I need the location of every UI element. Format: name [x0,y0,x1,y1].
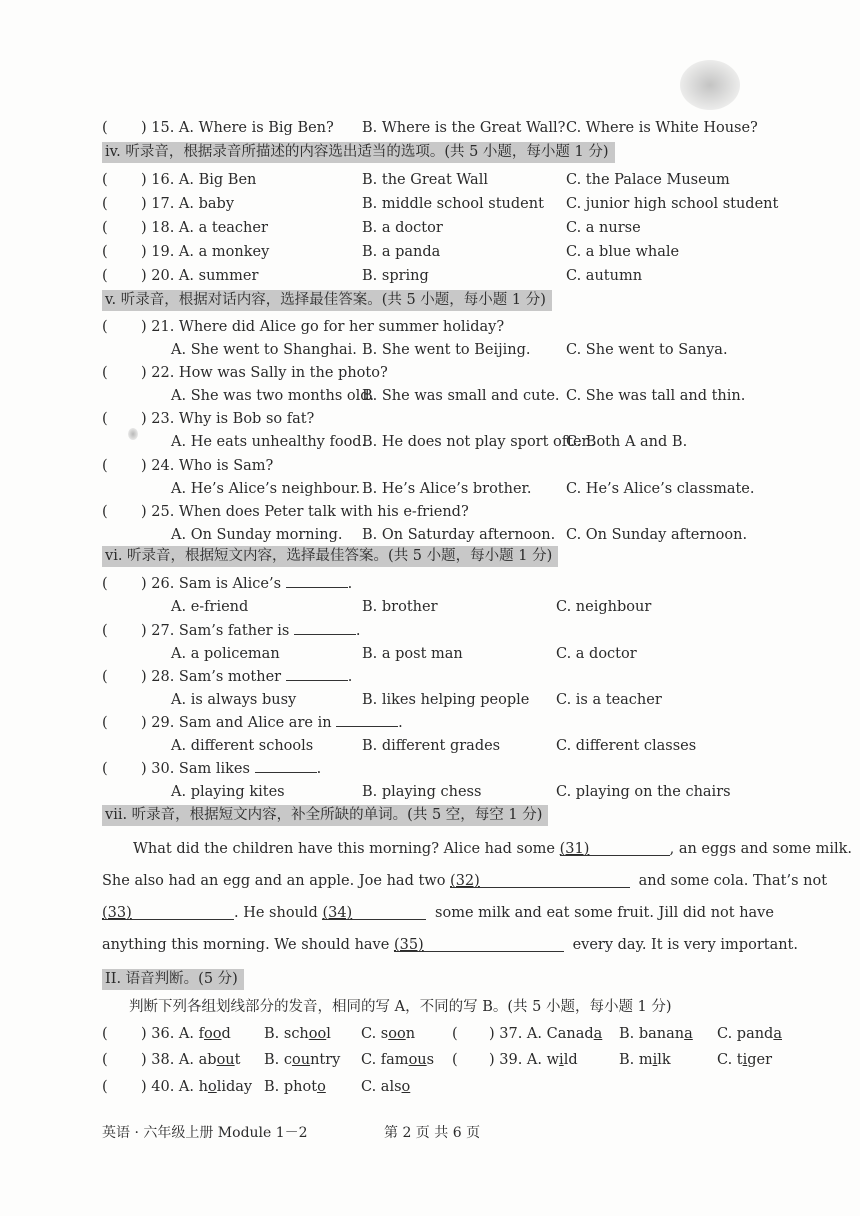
passage-line-1 [102,841,853,857]
word-part: banan [638,1026,685,1042]
underlined-part: a [684,1026,693,1042]
word-a [199,1052,241,1068]
word-a [199,1079,252,1095]
question-stem [141,620,361,642]
option-b: B. He’s Alice’s brother. [362,481,532,497]
answer-bracket: ( [102,196,108,212]
option-letter: B. [264,1026,284,1042]
word-a [199,1026,231,1042]
word-c [381,1079,410,1095]
passage-text: anything this morning. We should have [102,937,390,953]
passage-line-3 [102,905,782,921]
word-part: s [426,1052,435,1068]
option-b: B. the Great Wall [362,172,488,188]
question-stem [141,758,321,780]
blank-33: (33) [102,905,234,920]
question-stem: ) 20. A. summer [141,268,259,284]
word-part: ab [198,1052,217,1068]
option-c: C. He’s Alice’s classmate. [566,481,755,497]
word-part: l [326,1026,331,1042]
question-stem [141,573,352,595]
section-vi-heading: vi. 听录音，根据短文内容，选择最佳答案。(共 5 小题，每小题 1 分) [102,546,558,567]
word-part: m [638,1052,653,1068]
option-a: A. He’s Alice’s neighbour. [171,481,361,497]
answer-bracket: ( [102,220,108,236]
answer-bracket: ( [102,172,108,188]
option-letter: C. [361,1079,381,1095]
word-b [639,1026,693,1042]
option-a: A. a policeman [171,646,280,662]
answer-bracket: ( [452,1052,458,1068]
answer-blank [286,666,348,681]
option-letter: C. [717,1026,737,1042]
option-c: C. autumn [566,268,643,284]
option-b: B. She was small and cute. [362,388,560,404]
question-number: ) 40. A. [141,1079,199,1095]
underlined-part: oo [388,1026,406,1042]
word-part: sch [283,1026,309,1042]
question-text: ) 30. Sam likes [141,761,255,777]
option-a [141,1076,252,1098]
option-c: C. Where is White House? [566,120,758,136]
question-stem: ) 17. A. baby [141,196,235,212]
option-letter: B. [264,1079,284,1095]
answer-bracket: ( [102,504,108,520]
word-part: ntry [310,1052,341,1068]
option-letter: C. [717,1052,737,1068]
question-stem: ) 23. Why is Bob so fat? [141,411,315,427]
word-b [284,1026,331,1042]
option-a [489,1023,602,1045]
answer-bracket: ( [102,1052,108,1068]
option-c: C. a blue whale [566,244,680,260]
answer-bracket: ( [102,576,108,592]
underlined-part: oo [204,1026,222,1042]
option-c: C. is a teacher [556,692,662,708]
option-letter: B. [619,1052,639,1068]
underlined-part: ou [216,1052,235,1068]
word-part: liday [216,1079,253,1095]
option-b: B. a doctor [362,220,443,236]
option-c: C. On Sunday afternoon. [566,527,748,543]
option-a [489,1049,578,1071]
option-a: A. is always busy [171,692,297,708]
answer-bracket: ( [102,319,108,335]
underlined-part: o [401,1079,411,1095]
part-ii-heading: II. 语音判断。(5 分) [102,969,244,990]
answer-bracket: ( [452,1026,458,1042]
word-part: t [736,1052,743,1068]
answer-bracket: ( [102,761,108,777]
passage-text: every day. It is very important. [572,937,798,953]
page-smudge-left [128,428,138,440]
option-c [361,1049,434,1071]
option-b: B. On Saturday afternoon. [362,527,556,543]
answer-bracket: ( [102,120,108,136]
option-a: A. She was two months old. [171,388,375,404]
answer-bracket: ( [102,244,108,260]
question-end: . [316,761,322,777]
option-c: C. She was tall and thin. [566,388,746,404]
page-smudge-top-right [680,60,740,110]
option-c [361,1023,415,1045]
option-c: C. She went to Sanya. [566,342,728,358]
word-part: c [283,1052,292,1068]
word-part: f [198,1026,204,1042]
answer-blank [255,758,317,773]
underlined-part: a [773,1026,783,1042]
option-a: A. He eats unhealthy food. [171,434,367,450]
question-stem [141,666,352,688]
question-stem: ) 22. How was Sally in the photo? [141,365,388,381]
question-number: ) 38. A. [141,1052,199,1068]
word-part: w [546,1052,560,1068]
passage-text: She also had an egg and an apple. Joe had two [102,873,446,889]
word-part: n [405,1026,416,1042]
option-c: C. playing on the chairs [556,784,731,800]
option-a [141,1023,231,1045]
word-part: Canad [546,1026,594,1042]
option-b: B. He does not play sport often. [362,434,596,450]
underlined-part: i [559,1052,564,1068]
option-b: B. She went to Beijing. [362,342,531,358]
word-b [284,1079,326,1095]
option-a: A. She went to Shanghai. [171,342,357,358]
option-c: C. a doctor [556,646,637,662]
answer-bracket: ( [102,623,108,639]
underlined-part: o [207,1079,217,1095]
question-number: ) 36. A. [141,1026,199,1042]
option-c [717,1049,772,1071]
word-part: fam [380,1052,409,1068]
passage-text: and some cola. That’s not [638,873,828,889]
question-stem: ) 24. Who is Sam? [141,458,274,474]
section-vii-heading: vii. 听录音，根据短文内容，补全所缺的单词。(共 5 空，每空 1 分) [102,805,548,826]
word-part: d [221,1026,231,1042]
option-b: B. a post man [362,646,463,662]
underlined-part: oo [308,1026,327,1042]
underlined-part: ou [292,1052,311,1068]
answer-bracket: ( [102,1026,108,1042]
word-c [737,1052,772,1068]
underlined-part: a [593,1026,603,1042]
answer-blank [286,573,348,588]
blank-35: (35) [394,937,564,952]
footer-subject: 英语 · 六年级上册 Module 1－2 [102,1125,308,1141]
word-b [284,1052,341,1068]
option-b: B. a panda [362,244,441,260]
option-a: A. playing kites [171,784,285,800]
option-b [264,1023,331,1045]
option-b: B. playing chess [362,784,482,800]
passage-text: , an eggs and some milk. [669,841,853,857]
question-stem: ) 18. A. a teacher [141,220,268,236]
underlined-part: o [317,1079,326,1095]
question-end: . [347,669,353,685]
option-a [141,1049,240,1071]
question-stem: ) 19. A. a monkey [141,244,270,260]
word-part: s [380,1026,389,1042]
option-c [361,1076,410,1098]
question-stem: ) 15. A. Where is Big Ben? [141,120,334,136]
word-part: t [234,1052,241,1068]
option-letter: C. [361,1052,381,1068]
option-c: C. Both A and B. [566,434,688,450]
option-a: A. different schools [171,738,314,754]
word-a [547,1052,578,1068]
option-a: A. e-friend [171,599,249,615]
question-stem [141,712,403,734]
option-c: C. junior high school student [566,196,779,212]
section-iv-heading: iv. 听录音，根据录音所描述的内容选出适当的选项。(共 5 小题，每小题 1 分) [102,142,615,163]
passage-text: some milk and eat some fruit. Jill did not have [435,905,774,921]
passage-text: . He should [234,905,318,921]
word-part: als [380,1079,402,1095]
word-c [381,1026,415,1042]
answer-bracket: ( [102,411,108,427]
word-part: ger [747,1052,773,1068]
section-v-heading: v. 听录音，根据对话内容，选择最佳答案。(共 5 小题，每小题 1 分) [102,290,552,311]
answer-bracket: ( [102,669,108,685]
passage-line-2 [102,873,828,889]
option-letter: B. [264,1052,284,1068]
answer-blank [336,712,398,727]
option-b: B. likes helping people [362,692,530,708]
option-b: B. middle school student [362,196,544,212]
passage-line-4 [102,937,798,953]
option-c [717,1023,782,1045]
word-c [381,1052,434,1068]
option-letter: C. [361,1026,381,1042]
option-b: B. Where is the Great Wall? [362,120,566,136]
word-part: phot [283,1079,318,1095]
word-part: pand [736,1026,774,1042]
option-b: B. spring [362,268,429,284]
question-text: ) 28. Sam’s mother [141,669,286,685]
answer-bracket: ( [102,458,108,474]
option-b [264,1076,326,1098]
blank-31: (31) [560,841,670,856]
option-b [619,1049,671,1071]
blank-34: (34) [322,905,426,920]
question-text: ) 27. Sam’s father is [141,623,294,639]
option-b: B. brother [362,599,438,615]
question-end: . [355,623,361,639]
option-a: A. On Sunday morning. [171,527,343,543]
option-c: C. different classes [556,738,697,754]
answer-bracket: ( [102,1079,108,1095]
answer-bracket: ( [102,715,108,731]
answer-bracket: ( [102,365,108,381]
option-b [619,1023,693,1045]
word-c [737,1026,782,1042]
question-number: ) 39. A. [489,1052,547,1068]
underlined-part: ou [408,1052,427,1068]
option-c: C. neighbour [556,599,652,615]
option-b: B. different grades [362,738,501,754]
answer-bracket: ( [102,268,108,284]
question-end: . [398,715,403,731]
question-text: ) 29. Sam and Alice are in [141,715,337,731]
blank-32: (32) [450,873,630,888]
word-b [639,1052,671,1068]
option-c: C. the Palace Museum [566,172,730,188]
question-end: . [347,576,353,592]
underlined-part: i [652,1052,658,1068]
question-stem: ) 21. Where did Alice go for her summer holiday? [141,319,505,335]
word-part: h [198,1079,208,1095]
passage-text: What did the children have this morning? Alice had some [133,841,556,857]
answer-blank [294,620,356,635]
question-stem: ) 25. When does Peter talk with his e-friend? [141,504,469,520]
option-letter: B. [619,1026,639,1042]
underlined-part: i [742,1052,748,1068]
word-part: lk [657,1052,671,1068]
word-part: ld [563,1052,578,1068]
word-a [547,1026,603,1042]
question-stem: ) 16. A. Big Ben [141,172,257,188]
option-b [264,1049,340,1071]
question-number: ) 37. A. [489,1026,547,1042]
question-text: ) 26. Sam is Alice’s [141,576,286,592]
option-c: C. a nurse [566,220,641,236]
footer-page-number: 第 2 页 共 6 页 [384,1125,481,1141]
